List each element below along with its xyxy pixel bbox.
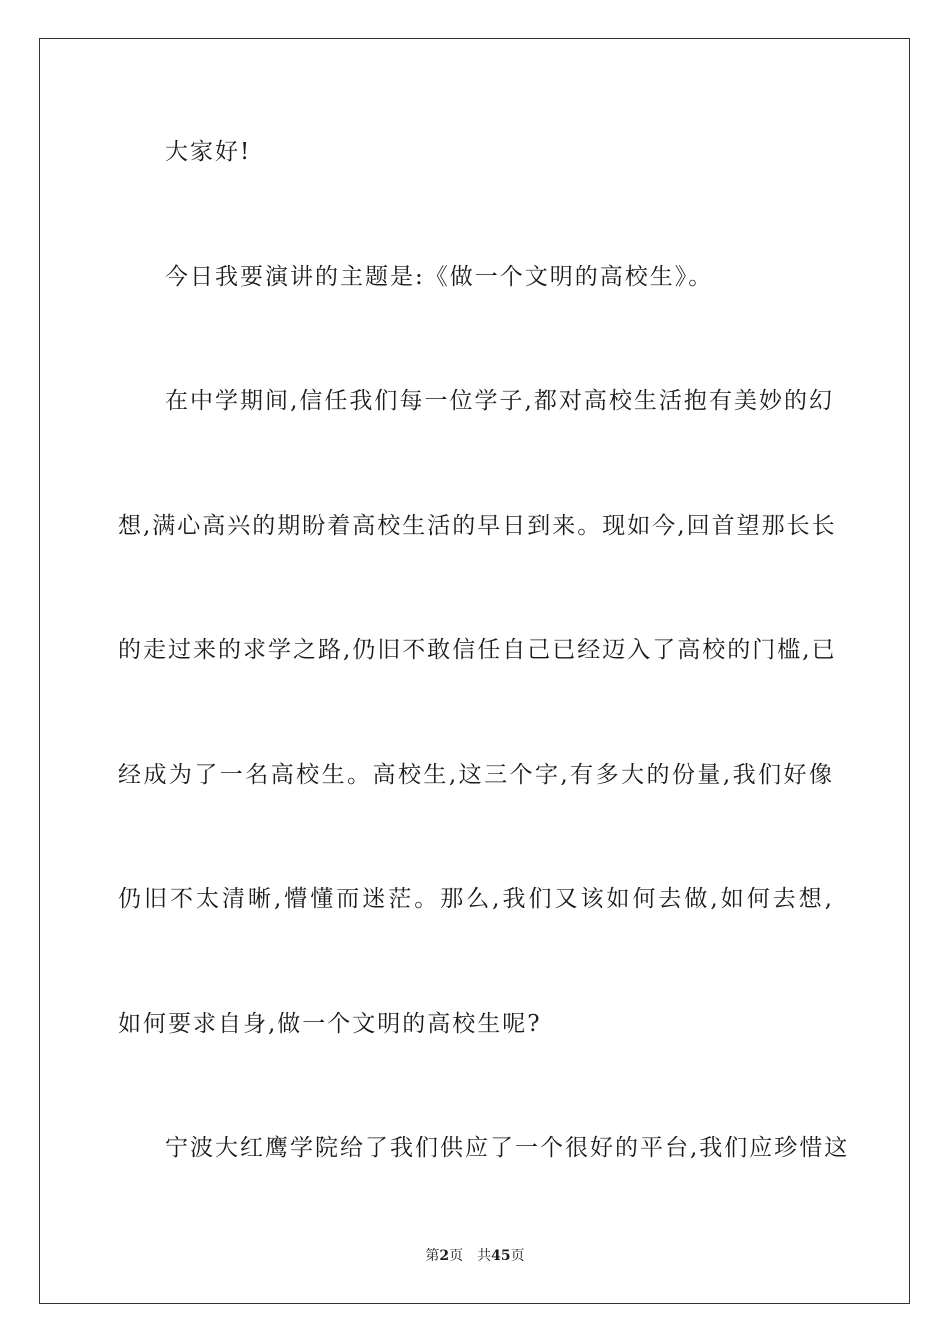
- paragraph-line: 仍旧不太清晰,懵懂而迷茫。那么,我们又该如何去做,如何去想,: [118, 886, 834, 912]
- paragraph-line: 的走过来的求学之路,仍旧不敢信任自己已经迈入了高校的门槛,已: [118, 637, 837, 663]
- paragraph-line: 如何要求自身,做一个文明的高校生呢?: [118, 1011, 542, 1037]
- total-label-suffix: 页: [510, 1248, 525, 1264]
- paragraph-line: 今日我要演讲的主题是:《做一个文明的高校生》。: [165, 264, 714, 290]
- page-total-number: 45: [491, 1248, 511, 1264]
- page-current-number: 2: [439, 1248, 450, 1264]
- page-border: [39, 38, 910, 1304]
- paragraph-line: 在中学期间,信任我们每一位学子,都对高校生活抱有美妙的幻: [165, 388, 834, 414]
- page-footer: [0, 1247, 950, 1265]
- paragraph-line: 宁波大红鹰学院给了我们供应了一个很好的平台,我们应珍惜这: [165, 1135, 850, 1161]
- paragraph-line: 大家好!: [165, 139, 252, 165]
- page-label-prefix: 第: [425, 1248, 440, 1264]
- paragraph-line: 经成为了一名高校生。高校生,这三个字,有多大的份量,我们好像: [118, 762, 834, 788]
- page-label-suffix: 页: [449, 1248, 464, 1264]
- paragraph-line: 想,满心高兴的期盼着高校生活的早日到来。现如今,回首望那长长: [118, 513, 837, 539]
- total-label-prefix: 共: [477, 1248, 492, 1264]
